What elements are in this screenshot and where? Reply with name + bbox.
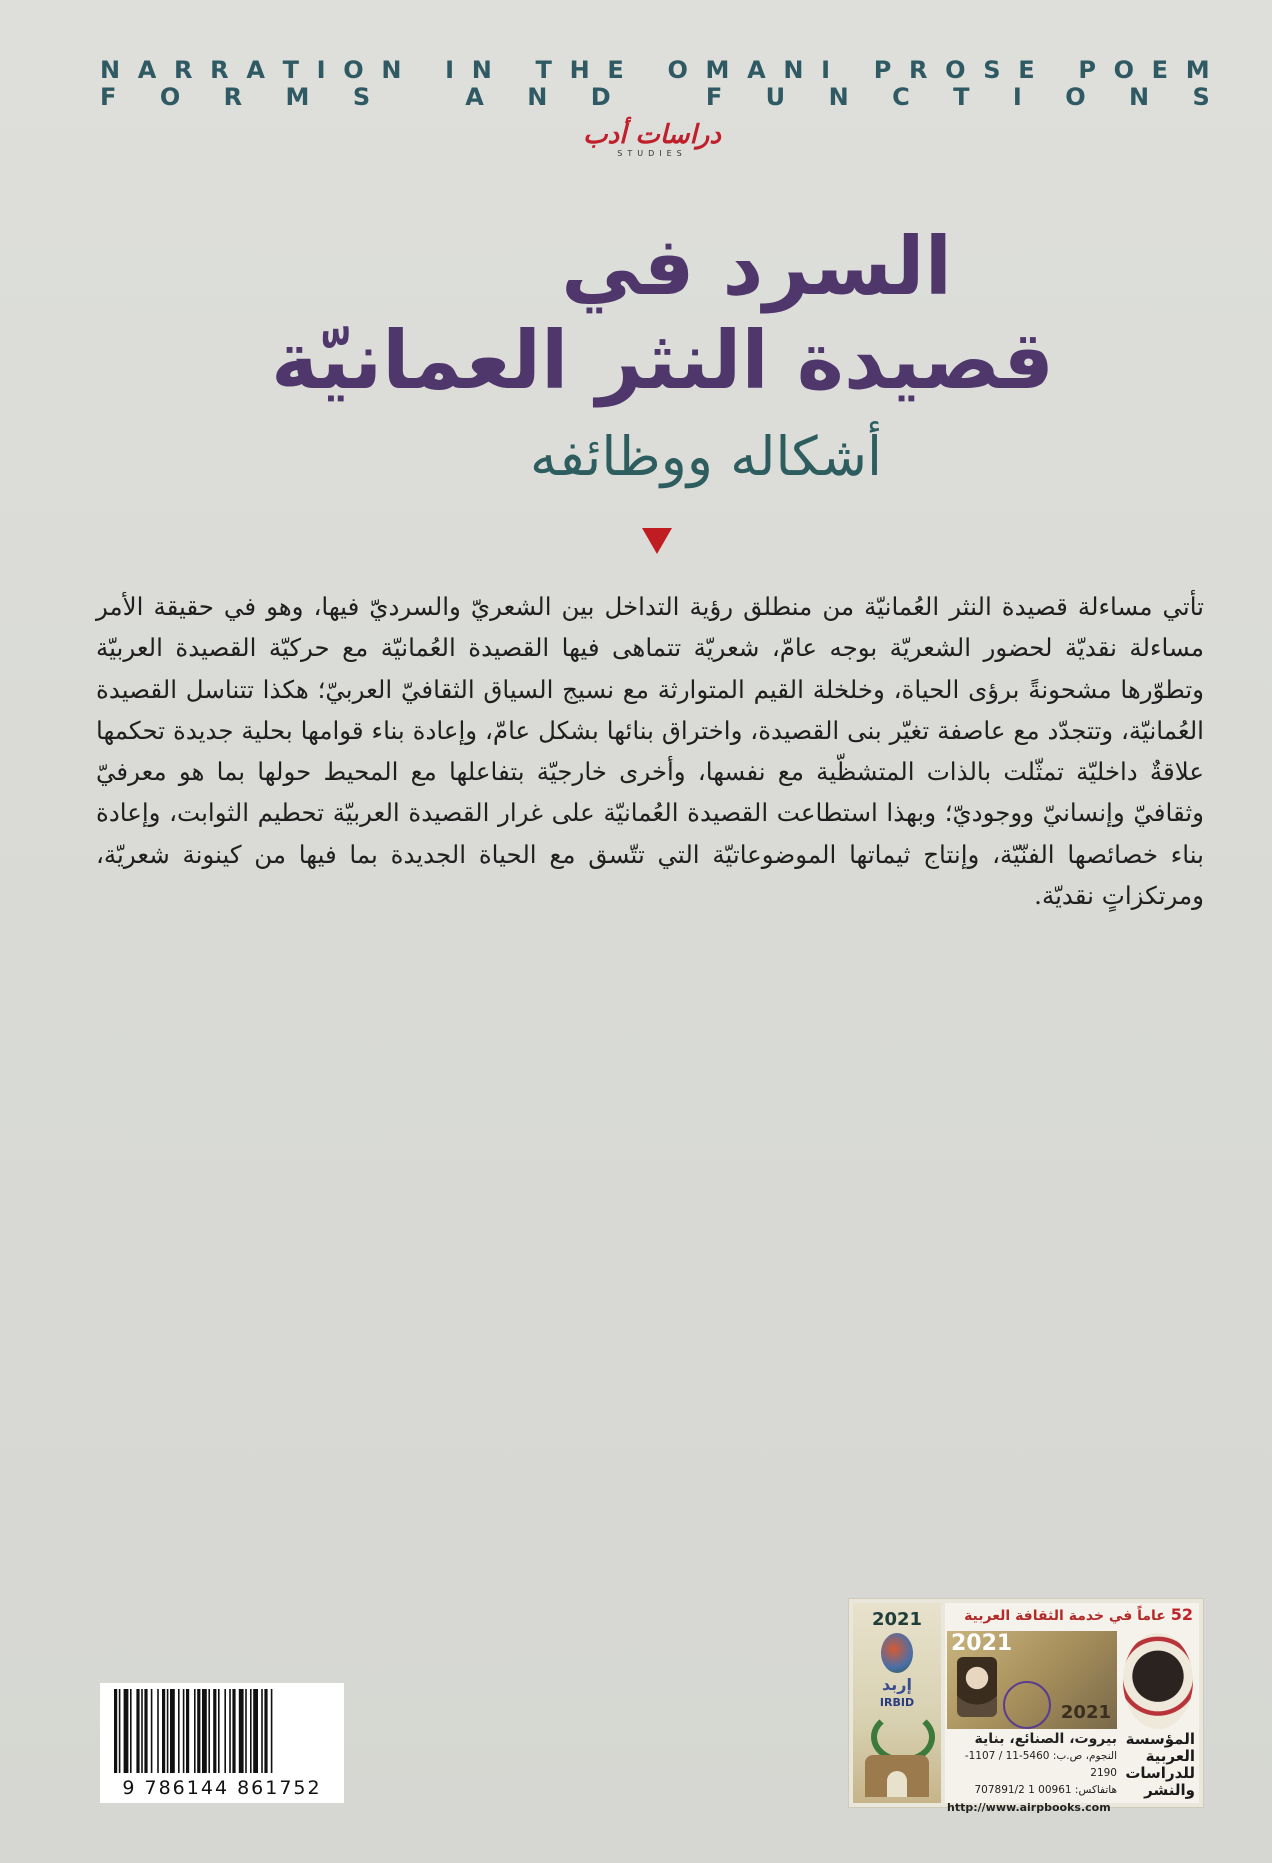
title-letter: S [352, 83, 371, 111]
arabic-title-line-2: قصيدة النثر العمانيّة [270, 314, 1054, 407]
english-title-line-1 [100, 56, 1210, 84]
title-letter: F [705, 83, 723, 111]
title-letter: S [983, 56, 1001, 84]
title-letter: S [1192, 83, 1210, 111]
anniversary-text: عاماً في خدمة الثقافة العربية [964, 1608, 1166, 1624]
anniversary-number: 52 [1170, 1605, 1193, 1624]
anniversary-line [945, 1605, 1199, 1629]
title-letter: R [174, 56, 193, 84]
title-letter: P [873, 56, 892, 84]
portrait-collage [947, 1631, 1117, 1729]
title-letter: T [282, 56, 299, 84]
portrait-year: 2021 [951, 1631, 1013, 1656]
title-letter: D [590, 83, 611, 111]
title-letter: N [828, 83, 849, 111]
title-letter: U [765, 83, 786, 111]
publisher-name-line: للدراسات [1125, 1764, 1195, 1782]
title-letter: O [945, 56, 966, 84]
stamp-main-panel [945, 1603, 1199, 1814]
isbn-barcode [100, 1683, 344, 1803]
title-letter: E [607, 56, 624, 84]
title-letter: N [783, 56, 804, 84]
title-letter: A [465, 83, 484, 111]
title-letter: O [343, 56, 364, 84]
title-letter: N [527, 83, 548, 111]
portrait-icon [957, 1657, 997, 1717]
title-letter: E [1018, 56, 1035, 84]
title-letter: H [569, 56, 590, 84]
title-letter [419, 56, 427, 84]
title-letter: P [1078, 56, 1096, 84]
series-logo-english: STUDIES [617, 149, 687, 158]
title-letter [1052, 56, 1060, 84]
blurb-paragraph: تأتي مساءلة قصيدة النثر العُمانيّة من منطلق رؤية التداخل بين الشعريّ والسرديّ فيها، وهو في حقيقة الأمر مساءلة نقديّة لحضور الشعريّة بوجه عامّ، شعريّة تتماهى فيها القصيدة العُمانيّة مع حركيّة القصيدة العربيّة وتطوّرها مشحونةً برؤى الحياة، وخلخلة القيم المتوارثة مع نسيج السياق الثقافيّ العربيّ؛ هكذا تتناسل القصيدة العُمانيّة، وتتجدّد مع عاصفة تغيّر بنى القصيدة، واختراق بنائها بشكل عامّ، وإعادة بناء قوامها بحلية جديدة تحكمها علاقةٌ داخليّة تمثّلت بالذات المتشظّية مع نفسها، وأخرى خارجيّة بتفاعلها مع المحيط حولها بما هو معرفيّ وثقافيّ وإنسانيّ ووجوديّ؛ وبهذا استطاعت القصيدة العُمانيّة على غرار القصيدة العربيّة تحطيم الثوابت، وإعادة بناء خصائصها الفنّيّة، وإنتاج ثيماتها الموضوعاتيّة التي تتّسق مع الحياة الجديدة بما فيها من كينونة شعريّة، ومرتكزاتٍ نقديّة. [96, 592, 1204, 911]
isbn-number: 9 786144 861752 [122, 1777, 322, 1799]
title-letter: I [821, 56, 831, 84]
address-line-2: النجوم، ص.ب: 5460-11 / 1107-2190 [964, 1750, 1117, 1779]
title-letter: A [747, 56, 766, 84]
title-letter: N [381, 56, 402, 84]
address-line-1: بيروت، الصنائع، بناية [974, 1731, 1117, 1747]
title-letter: F [100, 83, 117, 111]
publisher-address [947, 1731, 1117, 1814]
publisher-stamp [848, 1598, 1204, 1814]
title-letter: A [137, 56, 157, 84]
irbid-arabic-name: إربد [882, 1675, 912, 1694]
series-logo-arabic: دراسات أدب [583, 120, 721, 150]
title-letter: M [1185, 56, 1210, 84]
irbid-english-name: IRBID [879, 1696, 915, 1709]
title-letter: T [953, 83, 970, 111]
capital-year: 2021 [1060, 1702, 1111, 1723]
title-letter [509, 56, 517, 84]
title-letter [414, 83, 422, 111]
title-letter [654, 83, 662, 111]
english-title-line-2 [100, 83, 1210, 111]
title-letter: O [667, 56, 688, 84]
publisher-url: http://www.airpbooks.com [947, 1801, 1111, 1814]
publisher-emblem-icon [1123, 1633, 1193, 1729]
title-letter: I [1012, 83, 1022, 111]
irbid-year: 2021 [871, 1609, 923, 1630]
title-letter: I [445, 56, 455, 84]
title-letter: R [223, 83, 243, 111]
title-letter: R [909, 56, 928, 84]
address-line-3: هاتفاكس: 00961 1 707891/2 [974, 1784, 1117, 1796]
title-letter: N [100, 56, 121, 84]
barcode-bars-icon [112, 1689, 332, 1775]
bird-icon [881, 1633, 913, 1673]
title-letter: I [316, 56, 326, 84]
red-triangle-icon [642, 528, 672, 554]
title-letter: M [285, 83, 310, 111]
title-letter: T [535, 56, 552, 84]
title-letter: O [1065, 83, 1086, 111]
title-letter: R [210, 56, 229, 84]
publisher-name-line: العربية [1145, 1747, 1195, 1765]
title-letter: O [159, 83, 181, 111]
title-letter: N [1129, 83, 1150, 111]
title-letter: E [1151, 56, 1169, 84]
arch-icon [865, 1755, 929, 1797]
title-letter: N [471, 56, 492, 84]
title-letter: M [705, 56, 730, 84]
title-letter: O [1113, 56, 1134, 84]
title-letter [641, 56, 649, 84]
seal-icon [1003, 1681, 1051, 1729]
title-letter: C [892, 83, 910, 111]
publisher-name-line: والنشر [1144, 1781, 1195, 1799]
irbid-capital-logo [853, 1603, 941, 1803]
publisher-name [1119, 1731, 1195, 1801]
arabic-subtitle: أشكاله ووظائفه [530, 425, 882, 488]
publisher-name-line: المؤسسة [1125, 1730, 1195, 1748]
title-letter: A [246, 56, 265, 84]
arabic-title-line-1: السرد في [561, 220, 952, 313]
title-letter [848, 56, 856, 84]
series-logo [558, 122, 746, 160]
